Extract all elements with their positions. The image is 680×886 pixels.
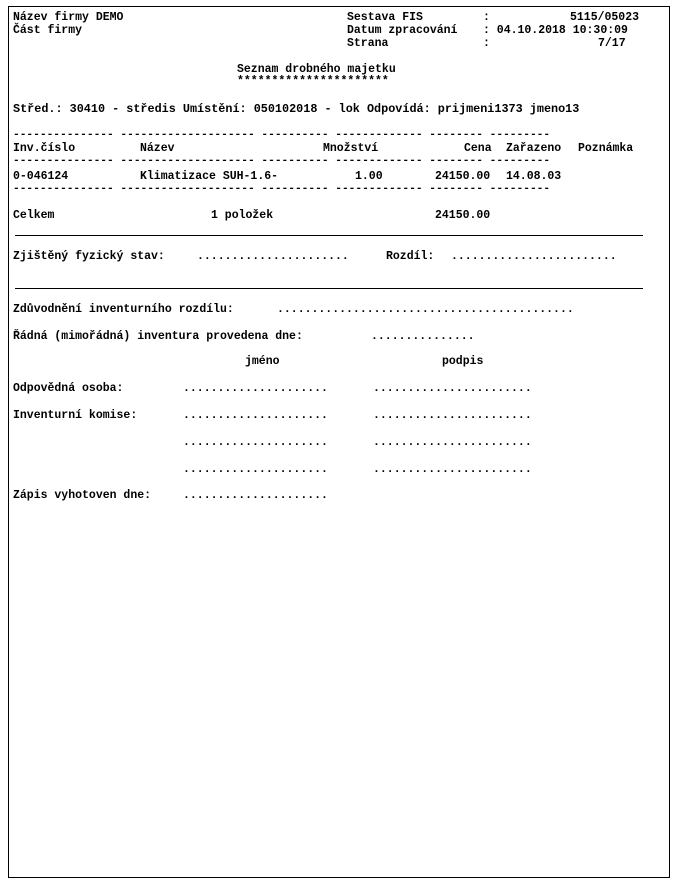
- commission-name-dots: .....................: [183, 409, 328, 422]
- separator-rule: [15, 235, 643, 236]
- difference-dots: ........................: [451, 250, 617, 263]
- inventory-date-dots: ...............: [371, 330, 475, 343]
- table-dash-mid: --------------- -------------------- ---------- ------------- -------- ---------: [13, 155, 551, 167]
- report-title: Seznam drobného majetku: [237, 63, 396, 76]
- separator-rule: [15, 288, 643, 289]
- responsible-name-dots: .....................: [183, 382, 328, 395]
- cell-name: Klimatizace SUH-1.6-: [140, 170, 279, 183]
- page-label: Strana: [347, 37, 389, 50]
- cell-quantity: 1.00: [355, 170, 383, 183]
- commission-signature-dots: .......................: [373, 409, 532, 422]
- total-count: 1 položek: [211, 209, 274, 222]
- inventory-date-label: Řádná (mimořádná) inventura provedena dne:: [13, 330, 303, 343]
- report-title-underline: **********************: [237, 75, 389, 88]
- report-value: 5115/05023: [570, 11, 640, 24]
- date-label: Datum zpracování: [347, 24, 458, 37]
- justification-label: Zdůvodnění inventurního rozdílu:: [13, 303, 234, 316]
- report-page: [8, 6, 670, 878]
- responsible-signature-dots: .......................: [373, 382, 532, 395]
- record-date-label: Zápis vyhotoven dne:: [13, 489, 152, 502]
- company-part: Část firmy: [13, 24, 83, 37]
- commission-signature-dots: .......................: [373, 436, 532, 449]
- col-price: Cena: [464, 142, 492, 155]
- cell-classified: 14.08.03: [506, 170, 562, 183]
- justification-dots: ...........................................: [277, 303, 574, 316]
- commission-signature-dots: .......................: [373, 463, 532, 476]
- filter-line: Střed.: 30410 - středis Umístění: 050102018 - lok Odpovídá: prijmeni1373 jmeno13: [13, 102, 580, 116]
- total-price: 24150.00: [435, 209, 491, 222]
- difference-label: Rozdíl:: [386, 250, 435, 263]
- record-date-dots: .....................: [183, 489, 328, 502]
- col-name: Název: [140, 142, 175, 155]
- commission-name-dots: .....................: [183, 436, 328, 449]
- report-separator: :: [483, 11, 490, 24]
- cell-inv-number: 0-046124: [13, 170, 69, 183]
- inventory-commission-label: Inventurní komise:: [13, 409, 138, 422]
- table-dash-bottom: --------------- -------------------- ---------- ------------- -------- ---------: [13, 183, 551, 195]
- responsible-person-label: Odpovědná osoba:: [13, 382, 124, 395]
- column-signature-heading: podpis: [442, 355, 484, 368]
- date-value: : 04.10.2018 10:30:09: [483, 24, 628, 37]
- total-label: Celkem: [13, 209, 55, 222]
- col-note: Poznámka: [578, 142, 634, 155]
- physical-state-dots: ......................: [197, 250, 349, 263]
- physical-state-label: Zjištěný fyzický stav:: [13, 250, 165, 263]
- col-quantity: Množství: [323, 142, 379, 155]
- report-label: Sestava FIS: [347, 11, 423, 24]
- col-classified: Zařazeno: [506, 142, 562, 155]
- col-inv-number: Inv.číslo: [13, 142, 76, 155]
- page-value: 7/17: [598, 37, 626, 50]
- company-name: Název firmy DEMO: [13, 11, 124, 24]
- table-dash-top: --------------- -------------------- ---------- ------------- -------- ---------: [13, 129, 551, 141]
- cell-price: 24150.00: [435, 170, 491, 183]
- page-separator: :: [483, 37, 490, 50]
- commission-name-dots: .....................: [183, 463, 328, 476]
- column-name-heading: jméno: [245, 355, 280, 368]
